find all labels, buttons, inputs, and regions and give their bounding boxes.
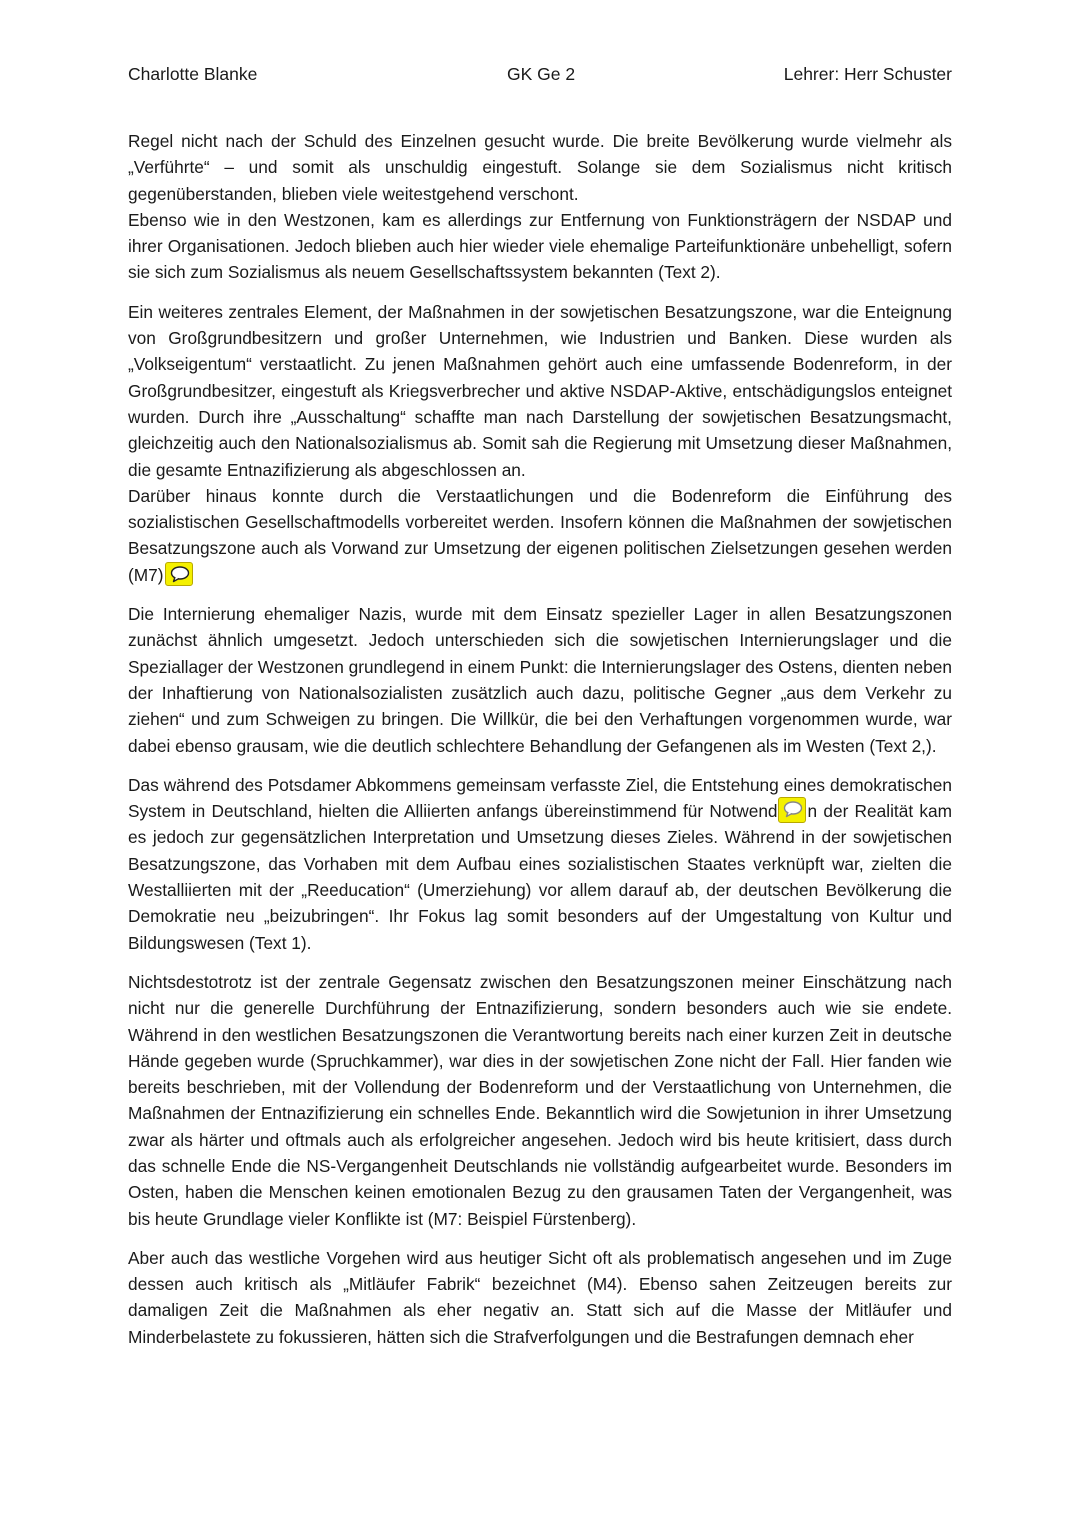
paragraph-6-text-b: n der Realität kam es jedoch zur gegensätzlichen Interpretation und Umsetzung dieses Zieles. Während in der sowjetischen Besatzungszone, das Vorhaben mit dem Aufbau eines sozialistischen Staates verknüpft war, zielten die Westalliierten mit der „Reeducation“ (Umerziehung) vor allem darauf ab, der deutschen Bevölkerung die Demokratie neu „beizubringen“. Ihr Fokus lag somit besonders auf der Umgestaltung von Kultur und Bildungswesen (Text 1). bbox=[128, 801, 953, 953]
paragraph-4-text: Darüber hinaus konnte durch die Verstaatlichungen und die Bodenreform die Einführung des sozialistischen Gesellschaftmodells vorbereitet werden. Insofern können die Maßnahmen der sowjetischen Besatzungszone auch als Vorwand zur Umsetzung der eigenen politischen Zielsetzungen gesehen werden (M7) bbox=[128, 485, 952, 585]
paragraph-3: Ein weiteres zentrales Element, der Maßnahmen in der sowjetischen Besatzungszone, war die Enteignung von Großgrundbesitzern und großer Unternehmen, wie Industrien und Banken. Diese wurden als „Volkseigentum“ verstaatlicht. Zu jenen Maßnahmen gehört auch eine umfassende Bodenreform, in der Großgrundbesitzer, eingestuft als Kriegsverbrecher und aktive NSDAP-Aktive, entschädigungslos enteignet wurden. Durch ihre „Ausschaltung“ schaffte man nach Darstellung der sowjetischen Besatzungsmacht, gleichzeitig auch den Nationalsozialismus ab. Somit sah die Regierung mit Umsetzung dieser Maßnahmen, die gesamte Entnazifizierung als abgeschlossen an. bbox=[128, 301, 952, 480]
comment-icon[interactable] bbox=[778, 797, 806, 823]
paragraph-7: Nichtsdestotrotz ist der zentrale Gegensatz zwischen den Besatzungszonen meiner Einschätzung nach nicht nur die generelle Durchführung der Entnazifizierung, sondern besonders auch wie sie endete. Während in den westlichen Besatzungszonen die Verantwortung bereits nach einer kurzen Zeit in deutsche Hände gegeben wurde (Spruchkammer), war dies in der sowjetischen Zone nicht der Fall. Hier fanden wie bereits beschrieben, mit der Vollendung der Bodenreform und der Verstaatlichung von Unternehmen, die Maßnahmen der Entnazifizierung ein schnelles Ende. Bekanntlich wird die Sowjetunion in ihrer Umsetzung zwar als härter und oftmals auch als erfolgreicher angesehen. Jedoch wird bis heute kritisiert, dass durch das schnelle Ende die NS-Vergangenheit Deutschlands nie vollständig aufgearbeitet wurde. Besonders im Osten, haben die Menschen keinen emotionalen Bezug zu den grausamen Taten der Vergangenheit, was bis heute Grundlage vieler Konflikte ist (M7: Beispiel Fürstenberg). bbox=[128, 971, 952, 1229]
author-name: Charlotte Blanke bbox=[128, 64, 258, 84]
course-name: GK Ge 2 bbox=[507, 64, 576, 84]
paragraph-6 bbox=[128, 772, 952, 956]
comment-icon[interactable] bbox=[165, 562, 193, 586]
paragraph-1: Regel nicht nach der Schuld des Einzelnen gesucht wurde. Die breite Bevölkerung wurde vielmehr als „Verführte“ – und somit als unschuldig eingestuft. Solange sie dem Sozialismus nicht kritisch gegenüberstanden, blieben viele weitestgehend verschont. bbox=[128, 131, 952, 204]
page-header bbox=[128, 64, 952, 90]
paragraph-6-text-a: Das während des Potsdamer Abkommens gemeinsam verfasste Ziel, die Entstehung eines demokratischen System in Deutschland, hielten die Alliierten anfangs übereinstimmend für Notwend bbox=[128, 774, 952, 822]
paragraph-5: Die Internierung ehemaliger Nazis, wurde mit dem Einsatz spezieller Lager in allen Besatzungszonen zunächst ähnlich umgesetzt. Jedoch unterschieden sich die sowjetischen Internierungslager und die Speziallager der Westzonen grundlegend in einem Punkt: die Internierungslager des Ostens, dienten neben der Inhaftierung von Nationalsozialisten zusätzlich auch dazu, politische Gegner „aus dem Verkehr zu ziehen“ und zum Schweigen zu bringen. Die Willkür, die bei den Verhaftungen vorgenommen wurde, war dabei ebenso grausam, wie die deutlich schlechtere Behandlung der Gefangenen als im Westen (Text 2,). bbox=[128, 604, 952, 756]
paragraph-4 bbox=[128, 483, 952, 588]
paragraph-2: Ebenso wie in den Westzonen, kam es allerdings zur Entfernung von Funktionsträgern der NSDAP und ihrer Organisationen. Jedoch blieben auch hier wieder viele ehemalige Parteifunktionäre unbehelligt, sofern sie sich zum Sozialismus als neuem Gesellschaftssystem bekannten (Text 2). bbox=[128, 209, 952, 283]
teacher-name: Lehrer: Herr Schuster bbox=[783, 64, 952, 84]
document-body bbox=[128, 128, 952, 1350]
paragraph-8: Aber auch das westliche Vorgehen wird aus heutiger Sicht oft als problematisch angesehen und im Zuge dessen auch kritisch als „Mitläufer Fabrik“ bezeichnet (M4). Ebenso sahen Zeitzeugen bereits zur damaligen Zeit die Maßnahmen als eher negativ an. Statt sich auf die Masse der Mitläufer und Minderbelastete zu fokussieren, hätten sich die Strafverfolgungen und die Bestrafungen demnach eher bbox=[128, 1247, 952, 1347]
